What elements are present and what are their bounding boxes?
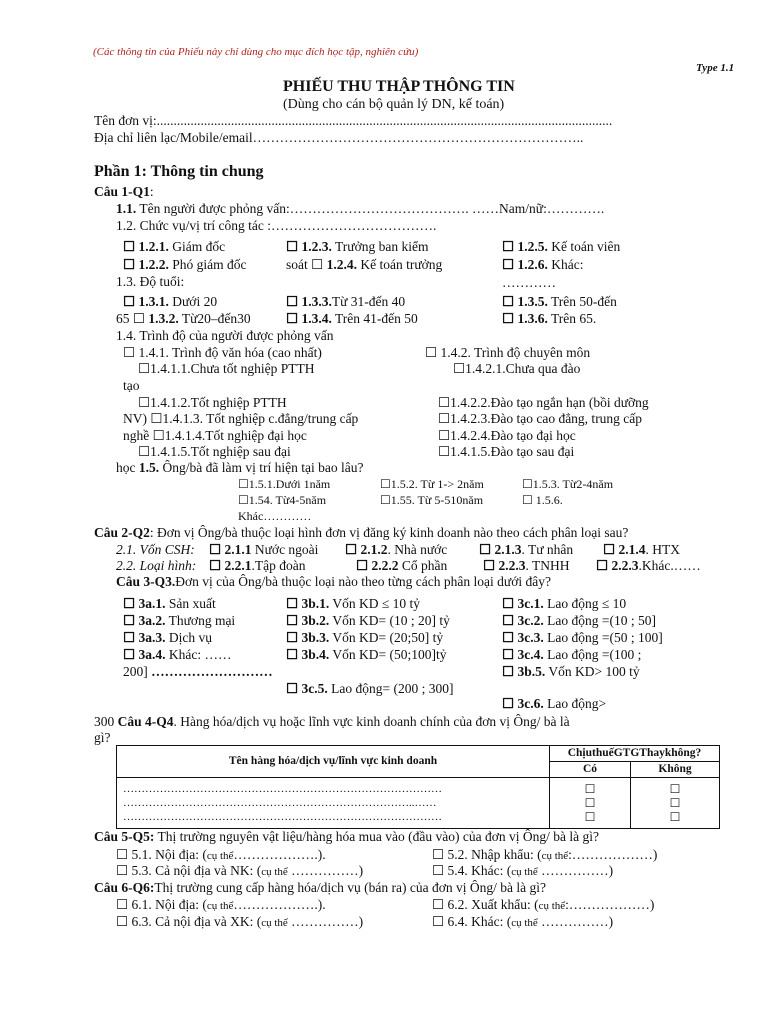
q2-heading: Câu 2-Q2: Đơn vị Ông/bà thuộc loại hình đơn vị đăng ký kinh doanh nào theo cách phân loại sau? xyxy=(94,525,629,540)
q6-heading: Câu 6-Q6:Thị trường cung cấp hàng hóa/dịch vụ (bán ra) của đơn vị Ông/ bà là gì? xyxy=(94,880,546,895)
option-1-5-2[interactable]: ☐1.5.2. Từ 1-> 2năm xyxy=(380,477,484,491)
col-header-yes: Có xyxy=(550,762,631,778)
option-1-2-6-dots[interactable]: ………… xyxy=(502,275,556,290)
option-3b-3[interactable]: ☐ 3b.3. Vốn KD= (20;50] tỷ xyxy=(286,630,444,645)
option-3b-4[interactable]: ☐ 3b.4. Vốn KD= (50;100]tỷ xyxy=(286,647,447,662)
option-1-3-2[interactable]: 65 ☐ 1.3.2. Từ20–đến30 xyxy=(116,311,251,326)
option-6-1[interactable]: ☐ 6.1. Nội địa: (cụ thể……………….). xyxy=(116,897,326,912)
option-1-4-2-3[interactable]: ☐1.4.2.3.Đào tạo cao đẳng, trung cấp xyxy=(438,411,643,426)
option-1-5-5[interactable]: ☐1.55. Từ 5-510năm xyxy=(380,493,484,507)
option-3c-1[interactable]: ☐ 3c.1. Lao động ≤ 10 xyxy=(502,596,627,611)
option-1-4-2-5[interactable]: ☐1.4.1.5.Đào tạo sau đại xyxy=(438,444,575,459)
no-checkbox[interactable]: ☐ xyxy=(669,796,681,810)
option-3a-1[interactable]: ☐ 3a.1. Sản xuất xyxy=(123,596,216,611)
table-row[interactable]: …………………………………………………………………………… xyxy=(123,811,442,823)
q3-heading: Câu 3-Q3.Đơn vị của Ông/bà thuộc loại nào theo từng cách phân loại dưới đây? xyxy=(116,574,551,589)
option-2-1-1[interactable]: ☐ 2.1.1 Nước ngoài xyxy=(209,542,319,557)
option-6-3[interactable]: ☐ 6.3. Cả nội địa và XK: (cụ thể ……………) xyxy=(116,914,364,929)
q1-heading: Câu 1-Q1: xyxy=(94,184,154,199)
col-header-no: Không xyxy=(631,762,720,778)
q1-item-1-1[interactable]: 1.1. Tên người được phỏng vấn:…………………………………. ……Nam/nữ:…………. xyxy=(116,201,605,216)
option-2-2-1[interactable]: ☐ 2.2.1.Tập đoàn xyxy=(209,558,306,573)
option-2-2-3[interactable]: ☐ 2.2.3. TNHH xyxy=(483,558,570,573)
option-6-4[interactable]: ☐ 6.4. Khác: (cụ thể ……………) xyxy=(432,914,614,929)
option-6-2[interactable]: ☐ 6.2. Xuất khẩu: (cụ thể:………………) xyxy=(432,897,655,912)
option-5-4[interactable]: ☐ 5.4. Khác: (cụ thể ……………) xyxy=(432,863,614,878)
table-row[interactable]: …………………………………………………………………………… xyxy=(123,783,442,795)
q4-table xyxy=(116,745,720,829)
option-3a-4[interactable]: ☐ 3a.4. Khác: …… xyxy=(123,647,232,662)
option-1-4-1-5[interactable]: ☐1.4.1.5.Tốt nghiệp sau đại xyxy=(138,444,291,459)
option-3a-3[interactable]: ☐ 3a.3. Dịch vụ xyxy=(123,630,212,645)
option-1-4-2[interactable]: ☐ 1.4.2. Trình độ chuyên môn xyxy=(425,345,591,360)
option-1-4-2-2[interactable]: ☐1.4.2.2.Đào tạo ngắn hạn (bồi dưỡng xyxy=(438,395,649,410)
option-5-1[interactable]: ☐ 5.1. Nội địa: (cụ thể……………….). xyxy=(116,847,326,862)
option-1-2-6[interactable]: ☐ 1.2.6. Khác: xyxy=(502,257,584,272)
q2-row-2-2-label: 2.2. Loại hình: xyxy=(116,558,197,573)
no-checkboxes xyxy=(631,778,720,829)
option-1-5-1[interactable]: ☐1.5.1.Dưới 1năm xyxy=(238,477,331,491)
option-3c-2[interactable]: ☐ 3c.2. Lao động =(10 ; 50] xyxy=(502,613,656,628)
option-3b-2[interactable]: ☐ 3b.2. Vốn KD= (10 ; 20] tỷ xyxy=(286,613,450,628)
q1-item-1-5: học 1.5. Ông/bà đã làm vị trí hiện tại bao lâu? xyxy=(116,460,364,475)
option-1-3-5[interactable]: ☐ 1.3.5. Trên 50-đến xyxy=(502,294,617,309)
option-1-5-3[interactable]: ☐1.5.3. Từ2-4năm xyxy=(522,477,614,491)
q1-item-1-3: 1.3. Độ tuổi: xyxy=(116,274,185,289)
form-subtitle: (Dùng cho cán bộ quản lý DN, kế toán) xyxy=(283,97,505,112)
option-1-5-6-other[interactable]: Khác………… xyxy=(238,509,312,523)
option-1-3-1[interactable]: ☐ 1.3.1. Dưới 20 xyxy=(123,294,218,309)
usage-note: (Các thông tin của Phiếu này chỉ dùng cho mục đích học tập, nghiên cứu) xyxy=(93,46,419,58)
address-field[interactable]: Địa chỉ liên lạc/Mobile/email……………………………………………………………….. xyxy=(94,130,584,145)
col-header-name: Tên hàng hóa/dịch vụ/lĩnh vực kinh doanh xyxy=(117,746,550,778)
option-3c-3[interactable]: ☐ 3c.3. Lao động =(50 ; 100] xyxy=(502,630,663,645)
yes-checkboxes xyxy=(550,778,631,829)
unit-name-field[interactable]: Tên đơn vị:....................................................................................................................................... xyxy=(94,113,613,128)
table-row-entries[interactable] xyxy=(117,778,550,829)
option-2-1-2[interactable]: ☐ 2.1.2. Nhà nước xyxy=(345,542,448,557)
option-1-2-2[interactable]: ☐ 1.2.2. Phó giám đốc xyxy=(123,257,247,272)
no-checkbox[interactable]: ☐ xyxy=(669,782,681,796)
q4-heading-cont: gì? xyxy=(94,730,111,745)
option-1-4-1-2[interactable]: ☐1.4.1.2.Tốt nghiệp PTTH xyxy=(138,395,287,410)
option-1-4-2-1[interactable]: ☐1.4.2.1.Chưa qua đào xyxy=(453,361,581,376)
q4-heading: 300 Câu 4-Q4. Hàng hóa/dịch vụ hoặc lĩnh vực kinh doanh chính của đơn vị Ông/ bà là xyxy=(94,714,570,729)
option-3b-1[interactable]: ☐ 3b.1. Vốn KD ≤ 10 tỷ xyxy=(286,596,421,611)
part1-heading: Phần 1: Thông tin chung xyxy=(94,163,264,180)
option-1-2-4[interactable]: soát ☐ 1.2.4. Kế toán trưởng xyxy=(286,257,443,272)
option-2-1-3[interactable]: ☐ 2.1.3. Tư nhân xyxy=(479,542,574,557)
option-1-3-6[interactable]: ☐ 1.3.6. Trên 65. xyxy=(502,311,597,326)
option-1-4-1-1[interactable]: ☐1.4.1.1.Chưa tốt nghiệp PTTH xyxy=(138,361,315,376)
type-label: Type 1.1 xyxy=(696,62,735,74)
option-3a-4-dots[interactable]: 200] ……………………… xyxy=(123,664,273,679)
option-1-4-1-3[interactable]: NV) ☐1.4.1.3. Tốt nghiệp c.đẳng/trung cấp xyxy=(123,411,359,426)
option-1-3-3[interactable]: ☐ 1.3.3.Từ 31-đến 40 xyxy=(286,294,406,309)
option-3b-5[interactable]: ☐ 3b.5. Vốn KD> 100 tỷ xyxy=(502,664,640,679)
yes-checkbox[interactable]: ☐ xyxy=(584,796,596,810)
option-1-4-1-4[interactable]: nghề ☐1.4.1.4.Tốt nghiệp đại học xyxy=(123,428,307,443)
option-1-4-2-4[interactable]: ☐1.4.2.4.Đào tạo đại học xyxy=(438,428,576,443)
option-3c-5[interactable]: ☐ 3c.5. Lao động= (200 ; 300] xyxy=(286,681,454,696)
option-2-1-4[interactable]: ☐ 2.1.4. HTX xyxy=(603,542,680,557)
q2-row-2-1-label: 2.1. Vốn CSH: xyxy=(116,542,195,557)
col-header-vat: ChịuthuếGTGThaykhông? xyxy=(550,746,720,762)
yes-checkbox[interactable]: ☐ xyxy=(584,782,596,796)
option-3a-2[interactable]: ☐ 3a.2. Thương mại xyxy=(123,613,236,628)
tao-continuation: tạo xyxy=(123,378,140,393)
option-1-2-1[interactable]: ☐ 1.2.1. Giám đốc xyxy=(123,239,226,254)
option-1-3-4[interactable]: ☐ 1.3.4. Trên 41-đến 50 xyxy=(286,311,418,326)
q1-item-1-2[interactable]: 1.2. Chức vụ/vị trí công tác :………………………………. xyxy=(116,218,437,233)
yes-checkbox[interactable]: ☐ xyxy=(584,810,596,824)
option-3c-4[interactable]: ☐ 3c.4. Lao động =(100 ; xyxy=(502,647,642,662)
table-row[interactable]: ……………………………………………………………………..…… xyxy=(123,797,437,809)
form-title: PHIẾU THU THẬP THÔNG TIN xyxy=(283,78,515,95)
no-checkbox[interactable]: ☐ xyxy=(669,810,681,824)
q1-item-1-4: 1.4. Trình độ của người được phỏng vấn xyxy=(116,328,334,343)
option-1-5-6[interactable]: ☐ 1.5.6. xyxy=(522,493,563,507)
option-5-3[interactable]: ☐ 5.3. Cả nội địa và NK: (cụ thể ……………) xyxy=(116,863,364,878)
option-2-2-2[interactable]: ☐ 2.2.2 Cổ phần xyxy=(356,558,448,573)
option-2-2-3-other[interactable]: ☐ 2.2.3.Khác.…… xyxy=(596,558,701,573)
option-1-2-3[interactable]: ☐ 1.2.3. Trưởng ban kiểm xyxy=(286,239,429,254)
option-1-5-4[interactable]: ☐1.54. Từ4-5năm xyxy=(238,493,327,507)
q5-heading: Câu 5-Q5: Thị trường nguyên vật liệu/hàng hóa mua vào (đầu vào) của đơn vị Ông/ bà là gì? xyxy=(94,829,599,844)
option-1-4-1[interactable]: ☐ 1.4.1. Trình độ văn hóa (cao nhất) xyxy=(123,345,322,360)
option-3c-6[interactable]: ☐ 3c.6. Lao động> xyxy=(502,696,607,711)
option-1-2-5[interactable]: ☐ 1.2.5. Kế toán viên xyxy=(502,239,621,254)
option-5-2[interactable]: ☐ 5.2. Nhập khẩu: (cụ thể:………………) xyxy=(432,847,658,862)
